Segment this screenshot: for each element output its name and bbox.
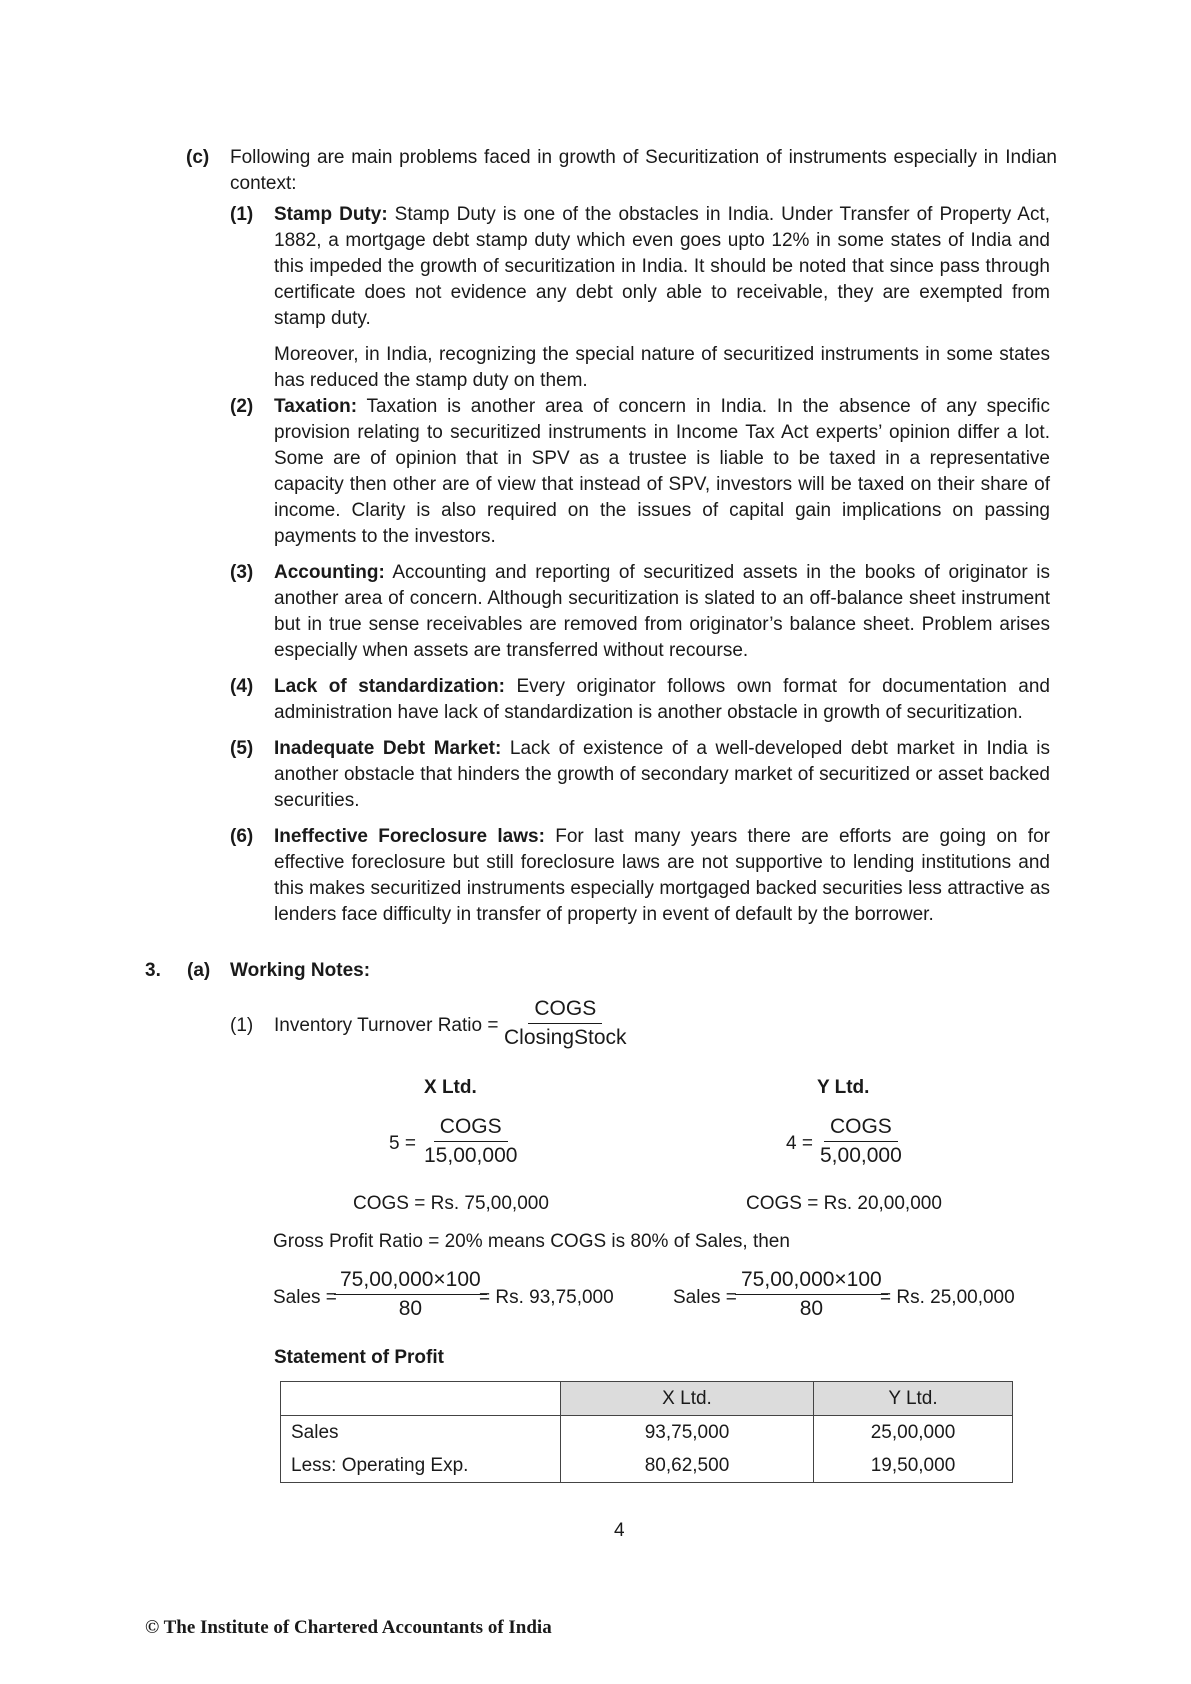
table-cell: 80,62,500 [561, 1449, 814, 1483]
x-sales-lhs: Sales = [273, 1287, 337, 1308]
page-number: 4 [614, 1520, 625, 1541]
item-number: (2) [230, 396, 254, 417]
table-cell: 25,00,000 [814, 1416, 1013, 1450]
y-cogs-fraction [814, 1113, 908, 1170]
y-equation-lhs: 4 = [786, 1133, 813, 1154]
gross-profit-note: Gross Profit Ratio = 20% means COGS is 80% of Sales, then [273, 1231, 790, 1252]
item-heading: Stamp Duty: [274, 204, 388, 225]
y-sales-fraction [735, 1266, 888, 1323]
y-numerator: COGS [824, 1113, 898, 1142]
problem-item-2 [230, 394, 1050, 550]
item-text-continued: Moreover, in India, recognizing the special nature of securitized instruments in some states has reduced the stamp duty on them. [274, 344, 1050, 391]
section-c [187, 145, 1057, 197]
item-heading: Ineffective Foreclosure laws: [274, 826, 545, 847]
x-ltd-heading: X Ltd. [424, 1077, 477, 1098]
item-text: Stamp Duty is one of the obstacles in India. Under Transfer of Property Act, 1882, a mortgage debt stamp duty which even goes upto 12% in some states of India and this impeded the growth of securitization in India. It should be noted that since pass through certificate does not evidence any debt only able to receivable, they are exempted from stamp duty. [274, 204, 1051, 329]
statement-title: Statement of Profit [274, 1347, 444, 1368]
x-cogs-result: COGS = Rs. 75,00,000 [353, 1193, 549, 1214]
question-number: 3. [145, 960, 161, 981]
x-numerator: COGS [434, 1113, 508, 1142]
item-number: (6) [230, 826, 254, 847]
x-denominator: 15,00,000 [424, 1144, 518, 1167]
y-sales-result: = Rs. 25,00,000 [880, 1287, 1015, 1308]
problem-item-3 [230, 560, 1050, 664]
item-number: (3) [230, 562, 254, 583]
item-heading: Inadequate Debt Market: [274, 738, 502, 759]
footer-copyright: © The Institute of Chartered Accountants of India [145, 1617, 552, 1638]
problem-item-4 [230, 674, 1050, 726]
y-denominator: 5,00,000 [820, 1144, 902, 1167]
item-number: (1) [230, 204, 254, 225]
item-heading: Lack of standardization: [274, 676, 505, 697]
question-part: (a) [187, 960, 211, 981]
profit-table [280, 1381, 1013, 1483]
table-cell: 93,75,000 [561, 1416, 814, 1450]
y-ltd-heading: Y Ltd. [817, 1077, 870, 1098]
x-sales-result: = Rs. 93,75,000 [479, 1287, 614, 1308]
section-c-intro: Following are main problems faced in growth of Securitization of instruments especially in Indian context: [230, 147, 1057, 194]
table-row [281, 1416, 1013, 1450]
item-text: Accounting and reporting of securitized assets in the books of originator is another area of concern. Although securitization is slated to an off-balance sheet instrument but in true sense receivables are removed from originator’s balance sheet. Problem arises especially when assets are transferred without recourse. [274, 562, 1050, 661]
itr-label: Inventory Turnover Ratio = [274, 1015, 499, 1036]
x-sales-numerator: 75,00,000×100 [334, 1266, 487, 1295]
y-sales-denominator: 80 [799, 1297, 824, 1320]
x-sales-fraction [334, 1266, 487, 1323]
table-row [281, 1449, 1013, 1483]
item-number: (4) [230, 676, 254, 697]
problem-item-5 [230, 736, 1050, 814]
table-header-row [281, 1382, 1013, 1416]
itr-fraction [498, 995, 633, 1052]
x-sales-denominator: 80 [398, 1297, 423, 1320]
item-number: (5) [230, 738, 254, 759]
x-cogs-fraction [418, 1113, 523, 1170]
item-heading: Taxation: [274, 396, 358, 417]
table-cell: 19,50,000 [814, 1449, 1013, 1483]
problem-item-6 [230, 824, 1050, 928]
table-header-cell: Y Ltd. [814, 1382, 1013, 1416]
table-cell: Sales [281, 1416, 561, 1450]
table-cell: Less: Operating Exp. [281, 1449, 561, 1483]
note-number: (1) [230, 1015, 254, 1036]
y-sales-numerator: 75,00,000×100 [735, 1266, 888, 1295]
item-heading: Accounting: [274, 562, 385, 583]
item-text: Lack of existence of a well-developed debt market in India is another obstacle that hinders the growth of secondary market of securitized or asset backed securities. [274, 738, 1051, 811]
itr-denominator: ClosingStock [504, 1026, 627, 1049]
section-c-marker: (c) [186, 147, 210, 168]
table-header-cell: X Ltd. [561, 1382, 814, 1416]
working-notes-heading: Working Notes: [230, 960, 371, 981]
problem-item-1 [230, 202, 1050, 394]
x-equation-lhs: 5 = [389, 1133, 416, 1154]
y-sales-lhs: Sales = [673, 1287, 737, 1308]
table-header-cell [281, 1382, 561, 1416]
item-text: For last many years there are efforts are going on for effective foreclosure but still foreclosure laws are not supportive to lending institutions and this makes securitized instruments especially mortgaged backed securities less attractive as lenders face difficulty in transfer of property in event of default by the borrower. [274, 826, 1050, 925]
item-text: Every originator follows own format for documentation and administration have lack of standardization is another obstacle in growth of securitization. [274, 676, 1050, 723]
item-text: Taxation is another area of concern in India. In the absence of any specific provision relating to securitized instruments in Income Tax Act experts’ opinion differ a lot. Some are of opinion that in SPV as a trustee is liable to be taxed in a representative capacity then other are of view that instead of SPV, investors will be taxed on their share of income. Clarity is also required on the issues of capital gain implications on passing payments to the investors. [274, 396, 1050, 547]
y-cogs-result: COGS = Rs. 20,00,000 [746, 1193, 942, 1214]
itr-numerator: COGS [528, 995, 602, 1024]
